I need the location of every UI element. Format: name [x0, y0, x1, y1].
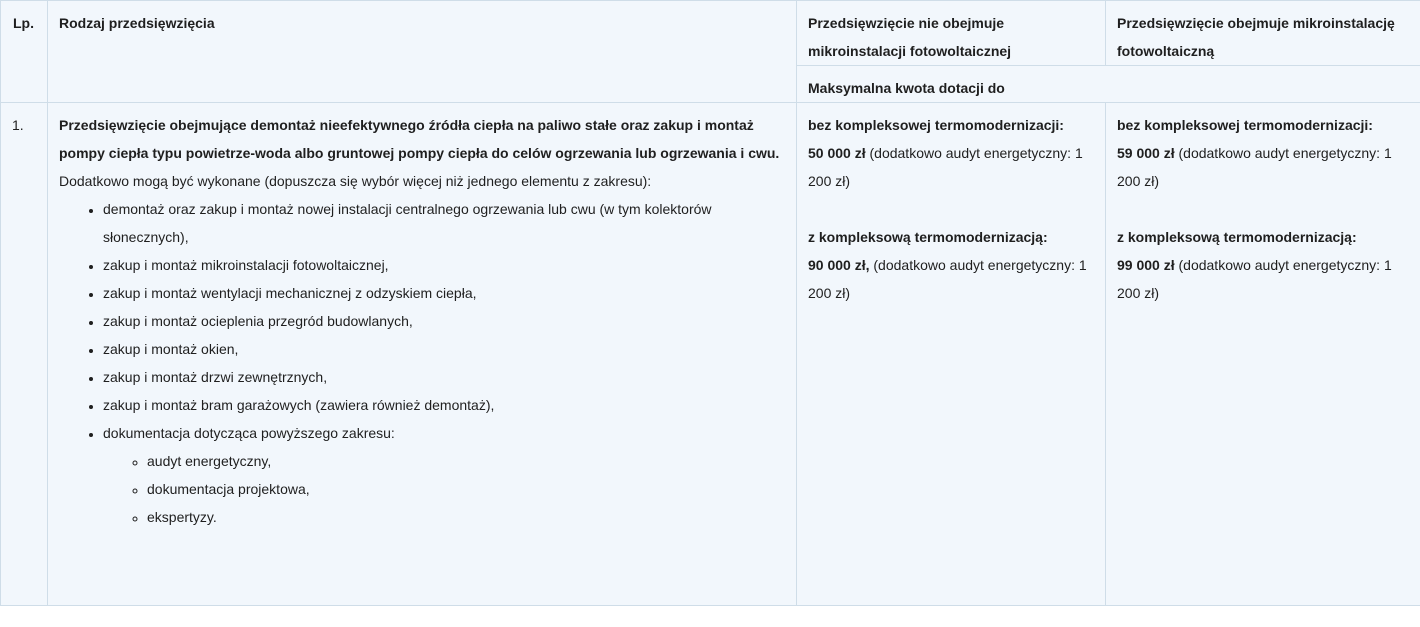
amount-value: 90 000 zł, [808, 257, 870, 273]
sub-list [103, 447, 785, 531]
row-description [48, 103, 797, 606]
list-item: • zakup i montaż wentylacji mechanicznej z odzyskiem ciepła, [103, 279, 785, 307]
sub-list-item: ◦ dokumentacja projektowa, [147, 475, 785, 503]
list-item: • zakup i montaż bram garażowych (zawiera również demontaż), [103, 391, 785, 419]
amount-value: 59 000 zł [1117, 145, 1175, 161]
list-item: • zakup i montaż okien, [103, 335, 785, 363]
amount-label: bez kompleksowej termomodernizacji: [1117, 117, 1373, 133]
amount-note: (dodatkowo audyt energetyczny: 1 200 zł) [1117, 257, 1392, 301]
amount-label: z kompleksową termomodernizacją: [1117, 229, 1357, 245]
list-item: • demontaż oraz zakup i montaż nowej instalacji centralnego ogrzewania lub cwu (w tym kolektorów słonecznych), [103, 195, 785, 251]
table-row [1, 103, 1420, 606]
amount-block-no-thermo [808, 111, 1094, 195]
amount-block-no-thermo [1117, 111, 1409, 195]
amount-value: 50 000 zł [808, 145, 866, 161]
col-header-with-pv: Przedsięwzięcie obejmuje mikroinstalację fotowoltaiczną [1106, 1, 1420, 66]
amount-cell-without-pv [797, 103, 1106, 606]
amount-label: z kompleksową termomodernizacją: [808, 229, 1048, 245]
amount-cell-with-pv [1106, 103, 1420, 606]
list-item-label: dokumentacja dotycząca powyższego zakresu: [103, 425, 395, 441]
amount-label: bez kompleksowej termomodernizacji: [808, 117, 1064, 133]
amount-note: (dodatkowo audyt energetyczny: 1 200 zł) [1117, 145, 1392, 189]
task-list [59, 195, 785, 531]
amount-note: (dodatkowo audyt energetyczny: 1 200 zł) [808, 257, 1087, 301]
col-header-lp: Lp. [1, 1, 48, 103]
amount-value: 99 000 zł [1117, 257, 1175, 273]
col-header-max-amount: Maksymalna kwota dotacji do [797, 66, 1420, 103]
list-item: • zakup i montaż ocieplenia przegród budowlanych, [103, 307, 785, 335]
row-title: Przedsięwzięcie obejmujące demontaż nieefektywnego źródła ciepła na paliwo stałe oraz zakup i montaż pompy ciepła typu powietrze-woda albo gruntowej pompy ciepła do celów ogrzewania lub ogrzewania i cwu. [59, 117, 780, 161]
sub-list-item: ◦ ekspertyzy. [147, 503, 785, 531]
row-lp: 1. [1, 103, 48, 606]
list-item: • zakup i montaż mikroinstalacji fotowoltaicznej, [103, 251, 785, 279]
header-row [1, 1, 1420, 66]
amount-block-thermo [808, 223, 1094, 307]
list-item: • zakup i montaż drzwi zewnętrznych, [103, 363, 785, 391]
list-item-documentation [103, 419, 785, 531]
sub-list-item: ◦ audyt energetyczny, [147, 447, 785, 475]
amount-block-thermo [1117, 223, 1409, 307]
col-header-type: Rodzaj przedsięwzięcia [48, 1, 797, 103]
amount-note: (dodatkowo audyt energetyczny: 1 200 zł) [808, 145, 1083, 189]
col-header-without-pv: Przedsięwzięcie nie obejmuje mikroinstalacji fotowoltaicznej [797, 1, 1106, 66]
row-intro: Dodatkowo mogą być wykonane (dopuszcza się wybór więcej niż jednego elementu z zakresu): [59, 173, 652, 189]
